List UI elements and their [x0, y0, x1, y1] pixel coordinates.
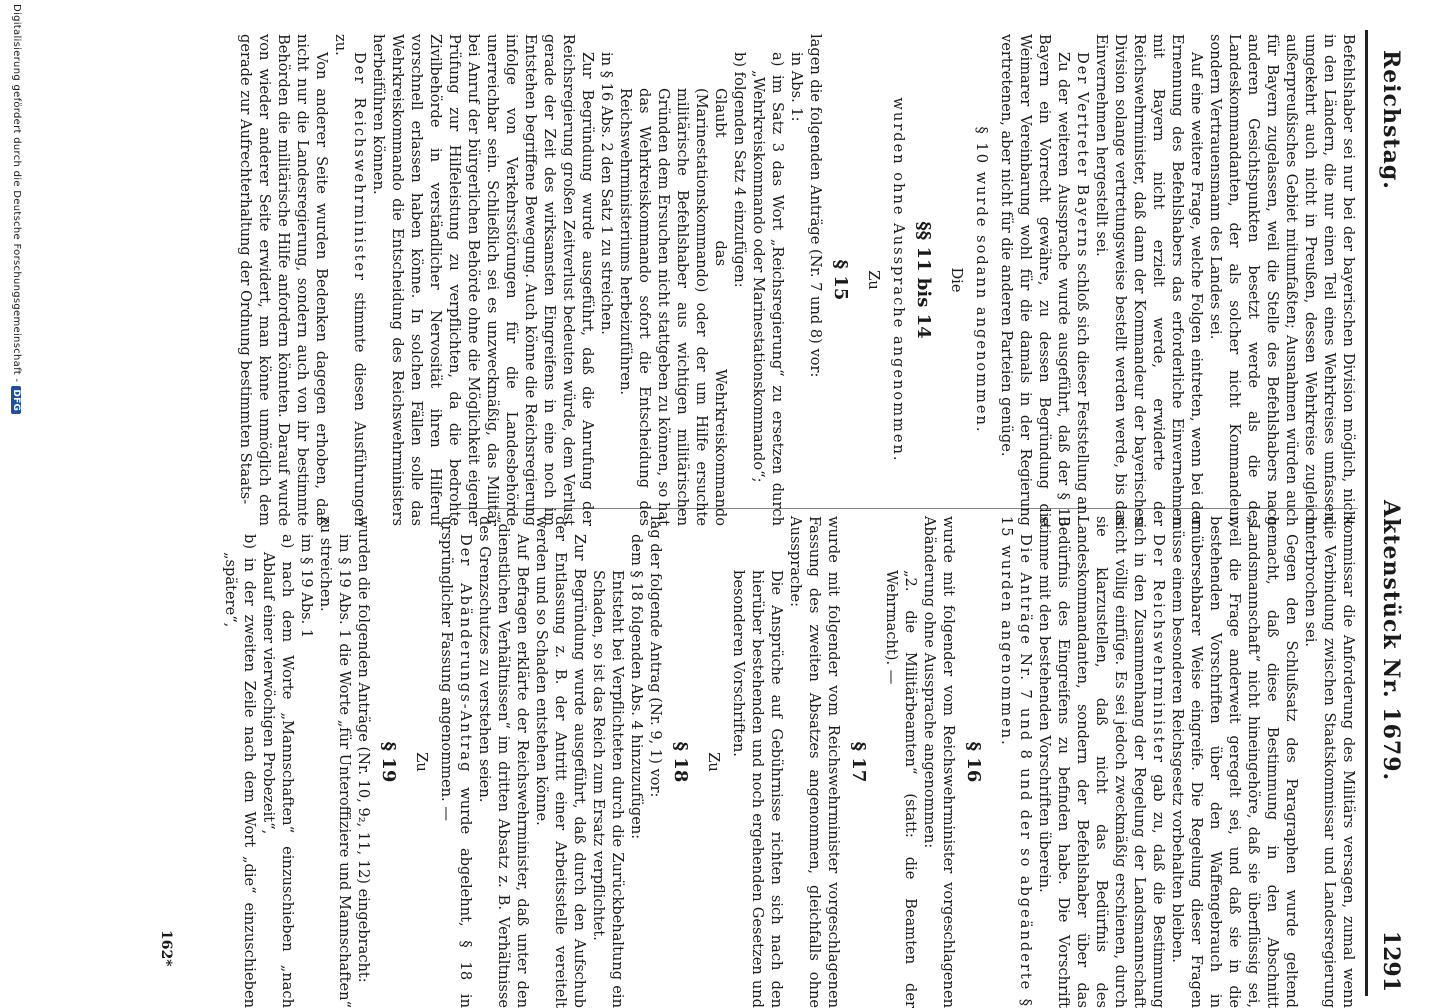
paragraph: Von anderer Seite wurden Bedenken dagegen erhoben, daß nicht nur die Landesregierung, sondern auch von ihr bestimmte Behörden die militärische Hilfe anfordern könnten. Darauf wurde von wieder anderer Seite erwidert, man könne unmöglich dem gerade zur Aufrechterhaltung der Ordnung bestimmten Staats-	[237, 34, 330, 526]
header-reichstag: Reichstag.	[1378, 50, 1404, 190]
paragraph: wurden ohne Aussprache angenommen.	[890, 97, 907, 463]
paragraph-text: gab zu, daß die Bestimmung sich in den Zusammenhang der Regelung der Landsmannschaft nicht völlig einfüge. Es sei jedoch zweckmäßig erschienen, durch sie klarzustellen, daß nicht das Bedürfnis des Landeskommandanten, sondern der Befehlshaber über das Bedürfnis des Eingreifens zu befinden habe. Die Vorschrift stimme mit den bestehenden Vorschriften überein.	[1036, 516, 1167, 1008]
list-item: a) im Satz 3 das Wort „Reichsregierung“ zu ersetzen durch „Wehrkreiskommando oder Marinestationskommando“;	[750, 52, 786, 526]
paragraph: Gegen den Schlußsatz des Paragraphen wurde geltend gemacht, daß diese Bestimmung in den Abschnitt „Landsmannschaft“ nicht hineingehöre, daß sie überflüssig sei, weil die Frage anderweit geregelt sei, und daß sie in die bestehenden Vorschriften über den Waffengebrauch in unübersehbarer Weise eingreife. Die Regelung dieser Fragen müsse einem besonderen Reichsgesetz vorbehalten bleiben.	[1169, 516, 1300, 1008]
quoted-text: Entsteht bei Verpflichteten durch die Zurückbehaltung ein Schaden, so ist das Reich zum Ersatz verpflichtet.	[590, 570, 626, 1008]
paragraph: lagen die folgenden Anträge (Nr. 7 und 8) vor:	[807, 34, 824, 378]
paragraph-text: stimmte diesen Ausführungen zu.	[332, 34, 368, 526]
list-item: b) folgenden Satz 4 einzufügen:	[731, 52, 748, 288]
paragraph: wurde mit folgender vom Reichswehrminister vorgeschlagenen Fassung des zweiten Absatzes angenommen, gleichfalls ohne Aussprache:	[787, 516, 842, 1008]
paragraph: in § 16 Abs. 2 den Satz 1 zu streichen.	[598, 52, 615, 335]
paragraph	[1073, 34, 1092, 526]
paragraph: Auf eine weitere Frage, welche Folgen eintreten, wenn bei der Ernennung des Befehlshabers das erforderliche Einvernehmen mit Bayern nicht erzielt werde, erwiderte der Reichswehrminister, daß dann der Kommandeur der bayerischen Division solange vertretungsweise bestellt werden werde, bis das Einvernehmen hergestellt sei.	[1093, 34, 1205, 526]
section-heading: § 18	[670, 741, 691, 783]
paragraph	[331, 34, 369, 526]
paragraph	[437, 516, 475, 1008]
list-item: b) in der zweiten Zeile nach dem Wort „die“ einzuschieben „spätere“,	[222, 534, 258, 1008]
paragraph-text: wurde abgelehnt, § 18 in ursprünglicher Fassung angenommen. —	[438, 516, 474, 1008]
quoted-text: „2. die Militärbeamten“ (statt: die Beamten der Wehrmacht). —	[883, 570, 919, 1008]
zu-label: Zu	[413, 752, 430, 772]
page-number: 1291	[1378, 930, 1404, 992]
paragraph: Zur Begründung wurde ausgeführt, daß durch den Aufschub der Entlassung z. B. der Antritt einer Arbeitsstelle vereitelt werden und so Schaden entstehen könne.	[533, 516, 588, 1008]
list-item: im § 19 Abs. 1	[298, 534, 315, 639]
zu-label: Zu	[705, 752, 722, 772]
paragraph: Die Anträge Nr. 7 und 8 und der so abgeänderte § 15 wurden angenommen.	[998, 516, 1034, 1008]
credit-text: Digitalisierung gefördert durch die Deutsche Forschungsgemeinschaft -	[11, 4, 22, 383]
speaker: Der Reichswehrminister	[1150, 534, 1167, 764]
list-item: a) nach dem Worte „Mannschaften“ einzuschieben „nach Ablauf einer vierwöchigen Probezeit“,	[260, 534, 296, 1008]
paragraph-text: schloß sich dieser Feststellung an.	[1074, 263, 1091, 519]
right-column	[221, 516, 1358, 1008]
speaker: Der Vertreter Bayerns	[1074, 52, 1091, 259]
paragraph	[1035, 516, 1168, 1008]
zu-label: Zu	[865, 270, 882, 290]
section-heading: § 16	[963, 741, 984, 783]
section-heading: § 19	[378, 741, 399, 783]
paragraph: Zu der weiteren Aussprache wurde ausgeführt, daß der § 10 Bayern ein Vorrecht gewähre, zu dessen Begründung die Weimarer Vereinbarung wohl für die damals in der Regierung vertretenen, aber nicht für die anderen Parteien genüge.	[998, 34, 1072, 526]
quoted-text: Die Ansprüche auf Gebührnisse richten sich nach den hierüber bestehenden und noch ergehenden Gesetzen und besonderen Vorschriften.	[730, 570, 785, 1008]
left-column	[236, 34, 1358, 526]
paragraph: § 10 wurde sodann angenommen.	[973, 126, 990, 434]
quoted-text: Glaubt das Wehrkreiskommando (Marinestationskommando) oder der um Hilfe ersuchte militärische Befehlshaber aus wichtigen militärischen Gründen dem Ersuchen nicht stattgeben zu können, so hat das Wehrkreiskommando sofort die Entscheidung des Reichswehrministeriums herbeizuführen.	[617, 88, 729, 526]
paragraph: dem § 18 folgenden Abs. 4 hinzuzufügen:	[628, 534, 645, 840]
running-header	[1370, 30, 1408, 996]
section-heading: § 17	[848, 741, 869, 783]
sheet-signature: 162*	[158, 930, 174, 967]
section-heading: §§ 11 bis 14	[913, 221, 934, 339]
speaker: Der Abänderungs-Antrag	[457, 534, 474, 774]
speaker: Der Reichswehrminister	[351, 52, 368, 282]
paragraph: Auf Befragen erklärte der Reichswehrminister, daß unter den „dienstlichen Verhältnissen“ im dritten Absatz z. B. Verhältnisse des Grenzschutzes zu verstehen seien.	[476, 516, 531, 1008]
section-heading: § 15	[830, 259, 851, 301]
paragraph: wurden die folgenden Anträge (Nr. 10, 9₂, 11, 12) eingebracht:	[355, 516, 372, 983]
paragraph: Zur Begründung wurde ausgeführt, daß die Anrufung der Reichsregierung großen Zeitverlust bedeuten würde, dem Verlust gerade der Zeit des wirksamsten Eingreifens in eine noch im Entstehen begriffene Bewegung. Auch könne die Reichsregierung infolge von Verkehrsstörungen für die Landesbehörde unerreichbar sein. Schließlich sei es unzweckmäßig, das Militär bei Anruf der bürgerlichen Behörde ohne die Möglichkeit eigener Prüfung zur Hilfeleistung zu verpflichten, da die bedrohte Zivilbehörde in verständlicher Nervosität ihren Hilferuf vorschnell erlassen haben könne. In solchen Fällen solle das Wehrkreiskommando die Entscheidung des Reichswehrministers herbeiführen können.	[370, 34, 596, 526]
paragraph: wurde mit folgender vom Reichswehrminister vorgeschlagenen Abänderung ohne Aussprache angenommen:	[921, 516, 957, 1008]
die-label: Die	[948, 267, 965, 293]
paragraph: in Abs. 1:	[788, 52, 805, 122]
dfg-logo-icon: DFG	[11, 386, 21, 414]
list-item: im § 19 Abs. 1 die Worte „für Unteroffiziere und Mannschaften“ zu streichen.	[317, 516, 353, 1008]
digitization-credit	[11, 4, 22, 414]
paragraph: lag der folgende Antrag (Nr. 9, 1) vor:	[647, 516, 664, 798]
paragraph: kommissar die Anforderung des Militärs versagen, zumal wenn die Verbindung zwischen Staatskommissar und Landesregierung unterbrochen sei.	[1302, 516, 1357, 1008]
paragraph: Befehlshaber sei nur bei der bayerischen Division möglich, nicht in den Ländern, die nur einen Teil eines Wehrkreises umfassen, umgekehrt auch nicht in Preußen, dessen Wehrkreise zugleich außerpreußisches Gebiet mitumfaßten; Ausnahmen würden auch für Bayern zugelassen, weil die Stelle des Befehlshabers nach anderen Gesichtspunkten besetzt werde als die des Landeskommandanten, der als solcher nicht Kommandeur, sondern Vertrauensmann des Landes sei.	[1207, 34, 1357, 526]
header-document-number: Aktenstück Nr. 1679.	[1378, 500, 1404, 782]
header-rule	[1365, 30, 1368, 996]
